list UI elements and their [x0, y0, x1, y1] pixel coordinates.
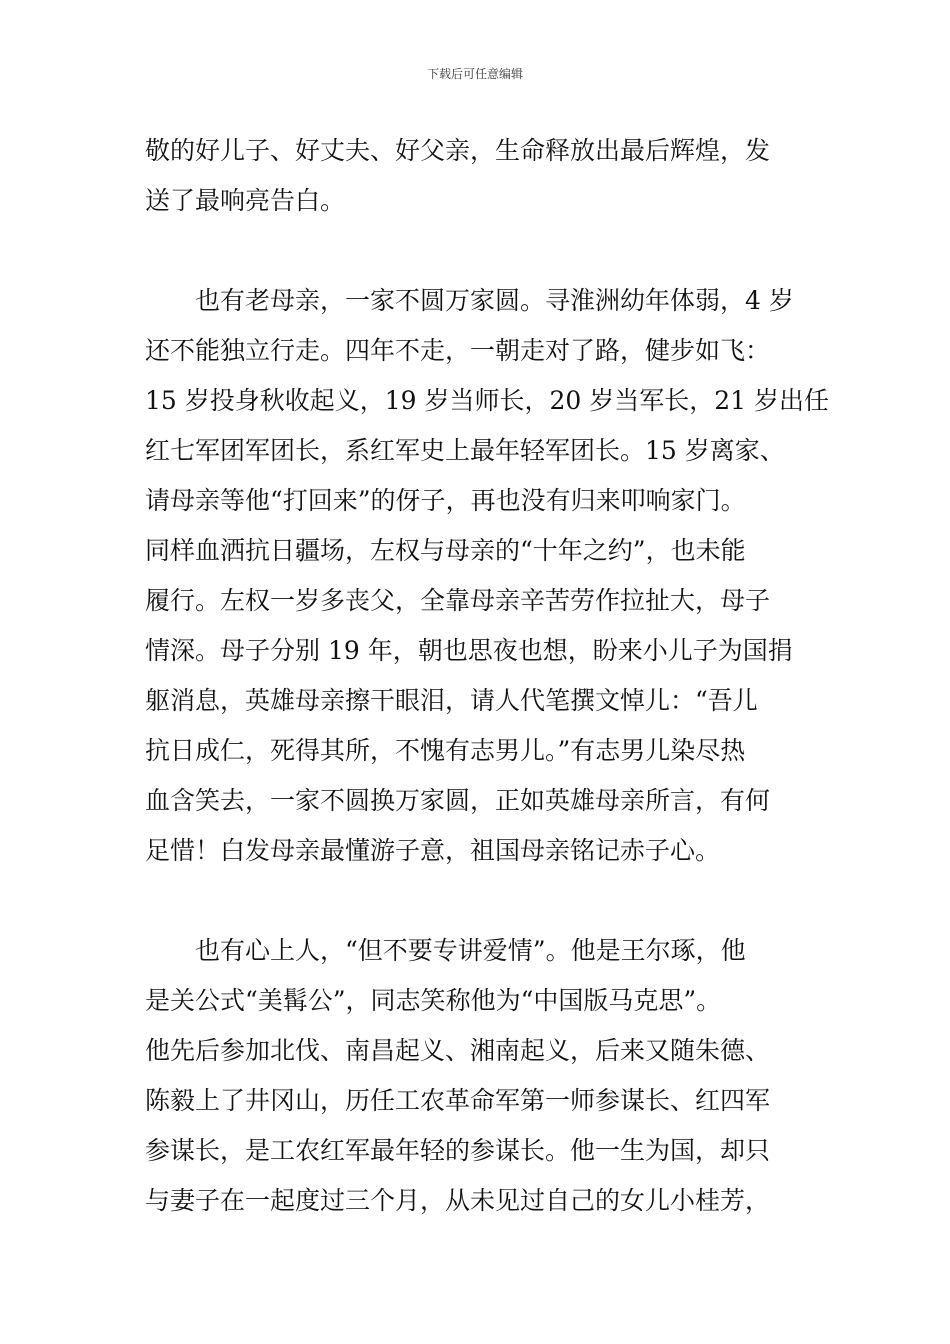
paragraph-gap: [145, 226, 810, 276]
paragraph-2: [145, 276, 830, 876]
page-header: 下载后可任意编辑: [426, 67, 523, 81]
text-line: 情深。母子分别 19 年，朝也思夜也想，盼来小儿子为国捐: [145, 636, 793, 665]
text-line: 红七军团军团长，系红军史上最年轻军团长。15 岁离家、: [145, 436, 785, 465]
text-line: 送了最响亮告白。: [145, 186, 346, 215]
paragraph-1: [145, 126, 810, 226]
body-text: [145, 126, 830, 1226]
paragraph-3: [145, 926, 810, 1226]
text-line: 15 岁投身秋收起义，19 岁当师长，20 岁当军长，21 岁出任: [145, 386, 830, 415]
text-line: 请母亲等他“打回来”的伢子，再也没有归来叩响家门。: [145, 486, 746, 515]
text-line: 还不能独立行走。四年不走，一朝走对了路，健步如飞：: [145, 336, 771, 365]
text-line: 敬的好儿子、好丈夫、好父亲，生命释放出最后辉煌，发: [145, 136, 771, 165]
text-line: 履行。左权一岁多丧父，全靠母亲辛苦劳作拉扯大，母子: [145, 586, 771, 615]
text-line: 也有心上人，“但不要专讲爱情”。他是王尔琢，他: [145, 936, 746, 965]
text-line: 同样血洒抗日疆场，左权与母亲的“十年之约”，也未能: [145, 536, 746, 565]
text-line: 陈毅上了井冈山，历任工农革命军第一师参谋长、红四军: [145, 1086, 771, 1115]
text-line: 躯消息，英雄母亲擦干眼泪，请人代笔撰文悼儿：“吾儿: [145, 686, 758, 715]
text-line: 也有老母亲，一家不圆万家圆。寻淮洲幼年体弱，4 岁: [145, 286, 794, 315]
paragraph-gap: [145, 876, 810, 926]
text-line: 他先后参加北伐、南昌起义、湘南起义，后来又随朱德、: [145, 1036, 771, 1065]
text-line: 足惜！白发母亲最懂游子意，祖国母亲铭记赤子心。: [145, 836, 721, 865]
text-line: 血含笑去，一家不圆换万家圆，正如英雄母亲所言，有何: [145, 786, 771, 815]
text-line: 是关公式“美髯公”，同志笑称他为“中国版马克思”。: [145, 986, 722, 1015]
text-line: 参谋长，是工农红军最年轻的参谋长。他一生为国，却只: [145, 1136, 771, 1165]
text-line: 抗日成仁，死得其所，不愧有志男儿。”有志男儿染尽热: [145, 736, 746, 765]
text-line: 与妻子在一起度过三个月，从未见过自己的女儿小桂芳，: [145, 1186, 771, 1215]
